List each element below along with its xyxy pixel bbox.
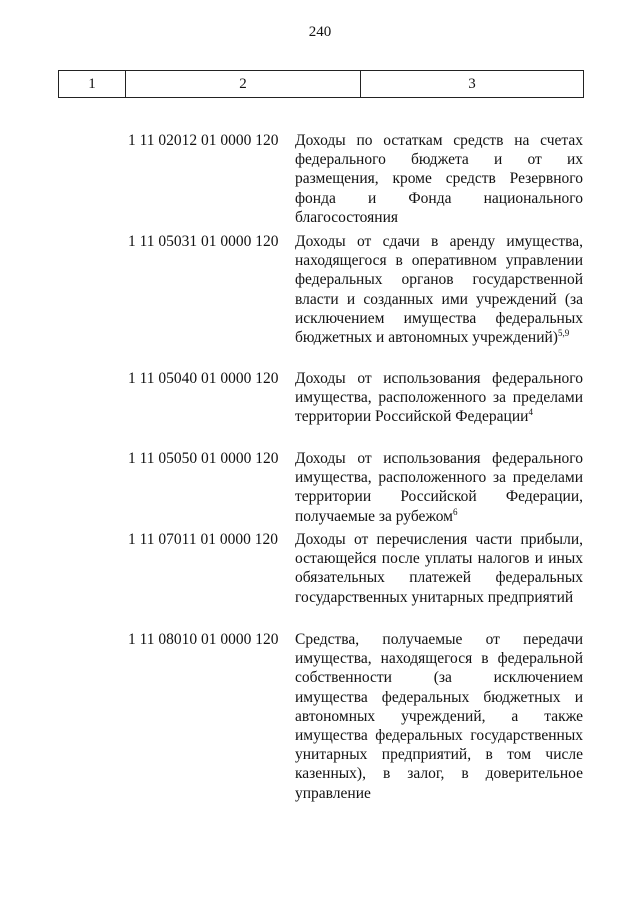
page-number: 240 xyxy=(308,24,332,40)
column-header-1: 1 xyxy=(59,71,126,98)
income-code: 1 11 05040 01 0000 120 xyxy=(128,370,279,387)
income-description xyxy=(295,530,583,607)
description-text: Средства, получаемые от передачи имущества, находящегося в федеральной собственности (за исключением имущества федеральных бюджетных и автономных учреждений, а также имущества федеральных государственных унитарных предприятий, в том числе казенных), в залог, в доверительное управление xyxy=(295,631,583,802)
income-description xyxy=(295,369,583,427)
column-header-table xyxy=(58,70,584,98)
income-code: 1 11 05050 01 0000 120 xyxy=(128,450,279,467)
income-description xyxy=(295,630,583,803)
footnote-ref: 5,9 xyxy=(557,327,570,338)
income-description xyxy=(295,449,583,526)
income-description xyxy=(295,232,583,347)
description-text: Доходы по остаткам средств на счетах федерального бюджета и от их размещения, кроме средств Резервного фонда и Фонда национального благосостояния xyxy=(295,132,583,226)
description-text: Доходы от использования федерального имущества, расположенного за пределами территории Российской Федерации, получаемые за рубежом xyxy=(295,450,583,525)
column-header-row xyxy=(59,71,584,98)
income-description xyxy=(295,131,583,227)
income-code: 1 11 05031 01 0000 120 xyxy=(128,233,279,250)
description-text: Доходы от сдачи в аренду имущества, находящегося в оперативном управлении федеральных органов государственной власти и созданных ими учреждений (за исключением имущества федеральных бюджетных и автономных учреждений) xyxy=(295,233,583,347)
footnote-ref: 6 xyxy=(452,506,458,517)
footnote-ref: 4 xyxy=(528,407,533,418)
income-code: 1 11 07011 01 0000 120 xyxy=(128,531,278,548)
income-code: 1 11 08010 01 0000 120 xyxy=(128,631,279,648)
description-text: Доходы от использования федерального имущества, расположенного за пределами территории Российской Федерации xyxy=(295,370,583,426)
column-header-2: 2 xyxy=(126,71,361,98)
column-header-3: 3 xyxy=(361,71,584,98)
description-text: Доходы от перечисления части прибыли, остающейся после уплаты налогов и иных обязательных платежей федеральных государственных унитарных предприятий xyxy=(295,531,583,606)
income-code: 1 11 02012 01 0000 120 xyxy=(128,132,279,149)
